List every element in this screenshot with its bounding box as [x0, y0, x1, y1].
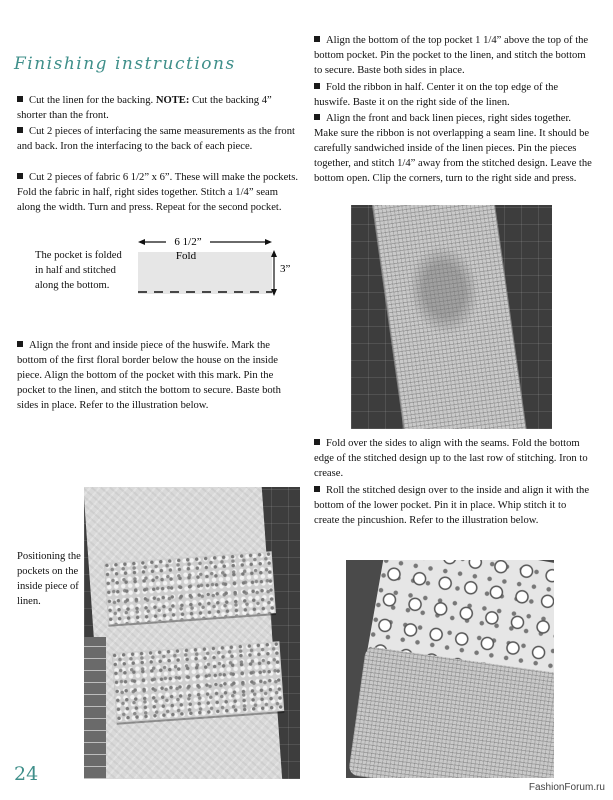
instruction-fold-sides: Fold over the sides to align with the seams. Fold the bottom edge of the stitched design up to the last row of stitching. Iron to crease. [314, 438, 588, 479]
bullet-icon [17, 127, 23, 133]
bullet-icon [314, 114, 320, 120]
page-number: 24 [14, 763, 39, 785]
photo-pincushion [346, 560, 554, 778]
photo-pockets-on-linen [84, 487, 300, 779]
note-label: NOTE: [155, 95, 190, 106]
instruction-align-top-pocket: Align the bottom of the top pocket 1 1/4” above the top of the bottom pocket. Pin the pocket to the linen, and stitch the bottom to secure. Baste both sides in place. [314, 35, 589, 76]
bullet-icon [17, 173, 23, 179]
ruler [84, 637, 106, 779]
arrowhead-right-icon [265, 239, 272, 245]
diagram-caption: The pocket is folded in half and stitched along the bottom. [35, 250, 122, 291]
instruction-cut-fabric: Cut 2 pieces of fabric 6 1/2” x 6”. These will make the pockets. Fold the fabric in half, right sides together. Stitch a 1/4” seam along the width. Turn and press. Repeat for the second pocket. [17, 172, 298, 213]
pocket-diagram [128, 230, 298, 300]
instruction-roll-design: Roll the stitched design over to the inside and align it with the bottom of the lower pocket. Pin it in place. Whip stitch it to create the pincushion. Refer to the illustration below. [314, 485, 590, 526]
linen-backing [84, 487, 283, 779]
instruction-cut-linen: Cut the linen for the backing. NOTE: Cut the backing 4” shorter than the front. [17, 95, 272, 121]
photo-stitched-design [351, 205, 552, 429]
lower-pocket [112, 641, 284, 723]
bullet-icon [17, 341, 23, 347]
instruction-align-front: Align the front and inside piece of the huswife. Mark the bottom of the first floral border below the house on the inside piece. Align the bottom of the pocket with this mark. Pin the pocket to the linen, and stitch the bottom to secure. Baste both sides in place. Refer to the illustration below. [17, 340, 281, 411]
pocket-shape [138, 252, 272, 294]
bullet-icon [314, 486, 320, 492]
instruction-fold-ribbon: Fold the ribbon in half. Center it on the top edge of the huswife. Baste it on the right side of the linen. [314, 82, 559, 108]
arrowhead-left-icon [138, 239, 145, 245]
bullet-icon [17, 96, 23, 102]
photo-caption: Positioning the pockets on the inside piece of linen. [17, 551, 81, 607]
section-heading: Finishing instructions [14, 54, 236, 74]
fold-label: Fold [175, 250, 197, 262]
bullet-icon [314, 36, 320, 42]
height-label: 3” [280, 263, 291, 275]
instruction-cut-interfacing: Cut 2 pieces of interfacing the same measurements as the front and back. Iron the interfacing to the back of each piece. [17, 126, 295, 152]
watermark: FashionForum.ru [528, 782, 605, 793]
stitched-motif [403, 241, 485, 340]
upper-pocket [104, 551, 276, 625]
width-label: 6 1/2” [174, 236, 202, 248]
bullet-icon [314, 439, 320, 445]
instruction-align-linen: Align the front and back linen pieces, right sides together. Make sure the ribbon is not overlapping a seam line. It should be carefully sandwiched inside of the linen pieces. Pin the pieces together, and stitch 1/4” away from the stitched design. Leave the bottom open. Clip the corners, turn to the right side and press. [314, 113, 592, 184]
bullet-icon [314, 83, 320, 89]
